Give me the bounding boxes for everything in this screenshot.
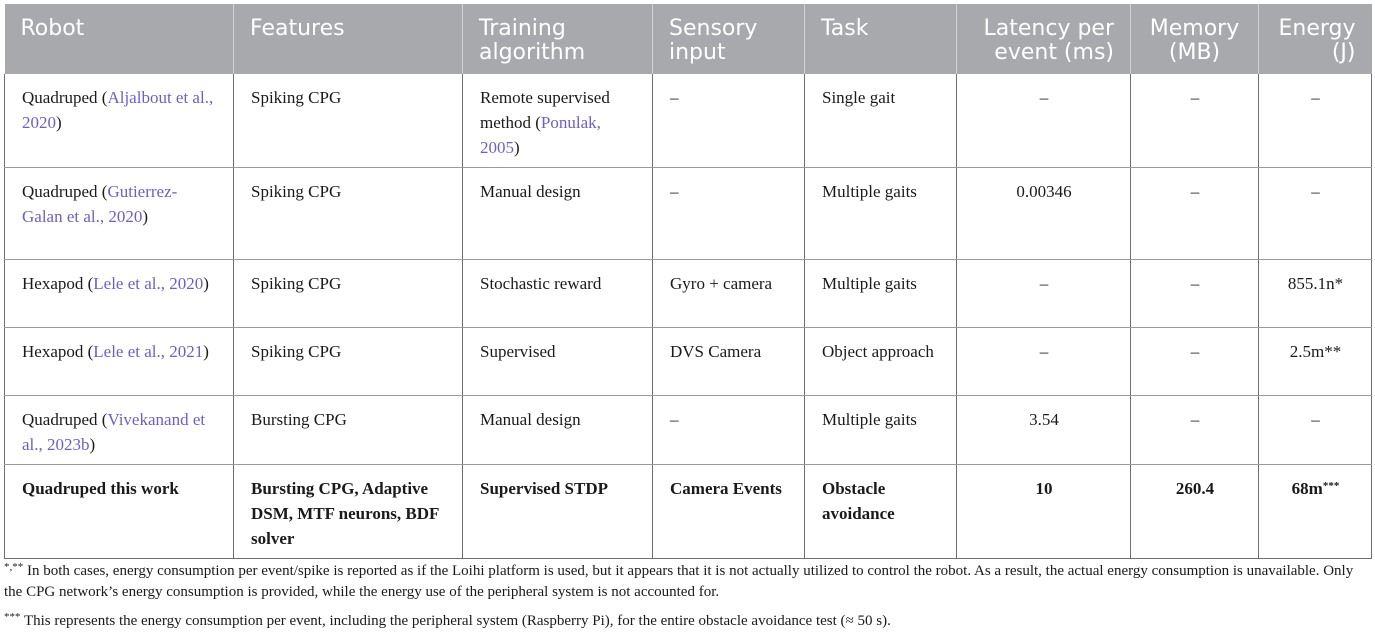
header-robot: Robot [5, 4, 234, 74]
cell-task: Multiple gaits [805, 396, 957, 465]
footnote-mark: *** [1322, 480, 1340, 492]
table-row [5, 396, 1372, 465]
citation-link[interactable]: Lele et al., 2021 [93, 342, 204, 361]
cell-task: Object approach [805, 328, 957, 396]
footnote-1-mark: *,** [4, 561, 24, 573]
cell-training: Stochastic reward [463, 260, 653, 328]
cell-energy: 2.5m** [1259, 328, 1372, 396]
robot-text: Quadruped ( [22, 410, 108, 429]
table-header-row [5, 4, 1372, 74]
training-text-end: ) [514, 138, 520, 157]
cell-task: Multiple gaits [805, 260, 957, 328]
cell-features: Spiking CPG [234, 260, 463, 328]
citation-link[interactable]: Ponulak, 2005 [480, 113, 601, 157]
cell-sensory: DVS Camera [653, 328, 805, 396]
header-sensory-input: Sensory input [653, 4, 805, 74]
cell-memory: – [1131, 396, 1259, 465]
cell-memory: – [1131, 168, 1259, 260]
footnote-1 [4, 561, 1371, 603]
cell-robot: Quadruped this work [5, 465, 234, 559]
cell-latency: 3.54 [957, 396, 1131, 465]
robot-text-end: ) [56, 113, 62, 132]
header-memory: Memory (MB) [1131, 4, 1259, 74]
cell-features: Bursting CPG [234, 396, 463, 465]
cell-robot [5, 168, 234, 260]
cell-robot [5, 328, 234, 396]
robot-text: Hexapod ( [22, 274, 94, 293]
header-features: Features [234, 4, 463, 74]
cell-energy: 855.1n* [1259, 260, 1372, 328]
cell-sensory: Camera Events [653, 465, 805, 559]
training-text: Remote supervised method ( [480, 88, 610, 132]
table-row [5, 328, 1372, 396]
table-row-this-work [5, 465, 1372, 559]
cell-latency: – [957, 328, 1131, 396]
citation-link[interactable]: Lele et al., 2020 [93, 274, 204, 293]
cell-training: Supervised STDP [463, 465, 653, 559]
cell-training: Manual design [463, 396, 653, 465]
cell-task: Obstacle avoidance [805, 465, 957, 559]
cell-latency: – [957, 260, 1131, 328]
cell-energy [1259, 465, 1372, 559]
cell-energy: – [1259, 74, 1372, 168]
robot-text-end: ) [89, 435, 96, 454]
cell-features: Bursting CPG, Adaptive DSM, MTF neurons, BDF solver [234, 465, 463, 559]
cell-latency: 10 [957, 465, 1131, 559]
cell-task: Single gait [805, 74, 957, 168]
footnote-2-mark: *** [4, 611, 21, 623]
cell-features: Spiking CPG [234, 74, 463, 168]
cell-memory: – [1131, 260, 1259, 328]
cell-robot [5, 74, 234, 168]
robot-text: Hexapod ( [22, 342, 94, 361]
comparison-table-container [4, 4, 1371, 559]
energy-value: 68m [1291, 479, 1323, 498]
cell-sensory: – [653, 168, 805, 260]
header-energy: Energy (J) [1259, 4, 1372, 74]
cell-latency: 0.00346 [957, 168, 1131, 260]
footnote-2-text: This represents the energy consumption per event, including the peripheral system (Raspberry Pi), for the entire obstacle avoidance test (≈ 50 s). [20, 613, 891, 629]
robot-text-end: ) [203, 342, 209, 361]
cell-sensory: – [653, 74, 805, 168]
cell-features: Spiking CPG [234, 328, 463, 396]
citation-link[interactable]: Aljalbout et al., 2020 [22, 88, 214, 132]
citation-link[interactable]: Gutierrez-Galan et al., 2020 [22, 182, 178, 226]
footnote-1-text: In both cases, energy consumption per event/spike is reported as if the Loihi platform is used, but it appears that it is not actually utilized to control the robot. As a result, the actual energy consumption is unavailable. Only the CPG network’s energy consumption is provided, while the energy use of the peripheral system is not accounted for. [4, 563, 1354, 600]
table-row [5, 168, 1372, 260]
header-training-algorithm: Training algorithm [463, 4, 653, 74]
cell-latency: – [957, 74, 1131, 168]
robot-text: Quadruped ( [22, 182, 108, 201]
cell-energy: – [1259, 396, 1372, 465]
cell-memory: – [1131, 328, 1259, 396]
cell-sensory: Gyro + camera [653, 260, 805, 328]
cell-robot [5, 396, 234, 465]
cell-memory: 260.4 [1131, 465, 1259, 559]
cell-training: Manual design [463, 168, 653, 260]
robot-text-end: ) [142, 207, 149, 226]
cell-sensory: – [653, 396, 805, 465]
cell-features: Spiking CPG [234, 168, 463, 260]
header-latency: Latency per event (ms) [957, 4, 1131, 74]
cell-task: Multiple gaits [805, 168, 957, 260]
table-row [5, 260, 1372, 328]
cell-training [463, 74, 653, 168]
cell-robot [5, 260, 234, 328]
robot-text: Quadruped ( [22, 88, 108, 107]
header-task: Task [805, 4, 957, 74]
footnote-2 [4, 611, 1371, 632]
robot-text-end: ) [203, 274, 209, 293]
comparison-table [4, 4, 1372, 559]
cell-energy: – [1259, 168, 1372, 260]
cell-memory: – [1131, 74, 1259, 168]
cell-training: Supervised [463, 328, 653, 396]
table-row [5, 74, 1372, 168]
citation-link[interactable]: Vivekanand et al., 2023b [22, 410, 206, 454]
